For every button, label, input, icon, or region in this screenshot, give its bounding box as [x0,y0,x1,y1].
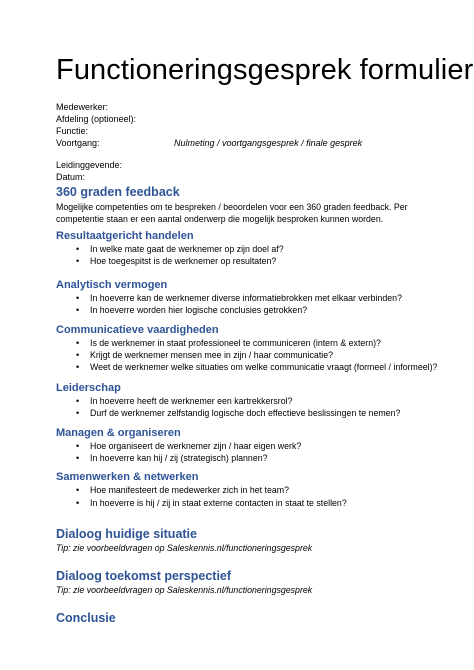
label-leidinggevende: Leidinggevende: [56,160,123,171]
list-item: • Durf de werknemer zelfstandig logische doch effectieve beslissingen te nemen? [76,407,422,419]
label-voortgang: Voortgang: [56,138,100,149]
intro-line-1: Mogelijke competenties om te bespreken / beoordelen voor een 360 graden feedback. Per [56,202,408,212]
form-fields [56,101,362,184]
list-managen [56,440,422,465]
list-samenwerken [56,484,422,509]
list-communicatief [56,337,438,374]
heading-managen: Managen & organiseren [56,426,181,439]
list-item: • Weet de werknemer welke situaties om welke communicatie vraagt (formeel / informeel)? [76,361,422,373]
label-afdeling: Afdeling (optioneel): [56,114,137,125]
list-resultaatgericht [56,243,422,268]
list-item: • In hoeverre kan hij / zij (strategisch) plannen? [76,452,422,464]
list-item: • Hoe manifesteert de medewerker zich in het team? [76,484,422,496]
label-datum: Datum: [56,172,86,183]
page-title: Functioneringsgesprek formulier [56,54,474,86]
label-functie: Functie: [56,126,89,137]
heading-samenwerken: Samenwerken & netwerken [56,471,199,484]
field-leidinggevende [56,159,362,171]
heading-360-feedback: 360 graden feedback [56,185,180,199]
heading-conclusie: Conclusie [56,611,116,626]
heading-analytisch: Analytisch vermogen [56,278,168,291]
list-item: • In hoeverre kan de werknemer diverse informatiebrokken met elkaar verbinden? [76,292,422,304]
field-afdeling [56,113,362,125]
tip-dialoog-huidig: Tip: zie voorbeeldvragen op Saleskennis.nl/functioneringsgesprek [56,543,313,554]
label-medewerker: Medewerker: [56,102,109,112]
document-body [56,184,438,626]
heading-resultaatgericht: Resultaatgericht handelen [56,230,194,242]
heading-dialoog-huidig: Dialoog huidige situatie [56,527,197,542]
heading-dialoog-toekomst: Dialoog toekomst perspectief [56,569,232,584]
field-datum [56,171,362,183]
heading-communicatief: Communicatieve vaardigheden [56,323,219,336]
list-item: • In hoeverre heeft de werknemer een kartrekkersrol? [76,395,422,407]
list-item: • Hoe toegespitst is de werknemer op resultaten? [76,255,422,267]
list-item: • Is de werknemer in staat professioneel te communiceren (intern & extern)? [76,337,422,349]
list-item: • Hoe organiseert de werknemer zijn / haar eigen werk? [76,440,422,452]
intro-line-2: competentie staan er een aantal onderwerp die mogelijk besproken kunnen worden. [56,214,384,224]
list-item: • In hoeverre worden hier logische conclusies getrokken? [76,304,422,316]
list-item: • In hoeverre is hij / zij in staat externe contacten in staat te stellen? [76,497,422,509]
list-item: • In welke mate gaat de werknemer op zijn doel af? [76,243,422,255]
field-voortgang [56,137,362,149]
list-analytisch [56,292,422,317]
list-item: • Krijgt de werknemer mensen mee in zijn / haar communicatie? [76,349,422,361]
list-leiderschap [56,395,422,420]
heading-leiderschap: Leiderschap [56,381,121,394]
value-voortgang: Nulmeting / voortgangsgesprek / finale gesprek [174,138,363,149]
field-medewerker [56,101,362,113]
tip-dialoog-toekomst: Tip: zie voorbeeldvragen op Saleskennis.nl/functioneringsgesprek [56,585,313,596]
field-functie [56,125,362,137]
